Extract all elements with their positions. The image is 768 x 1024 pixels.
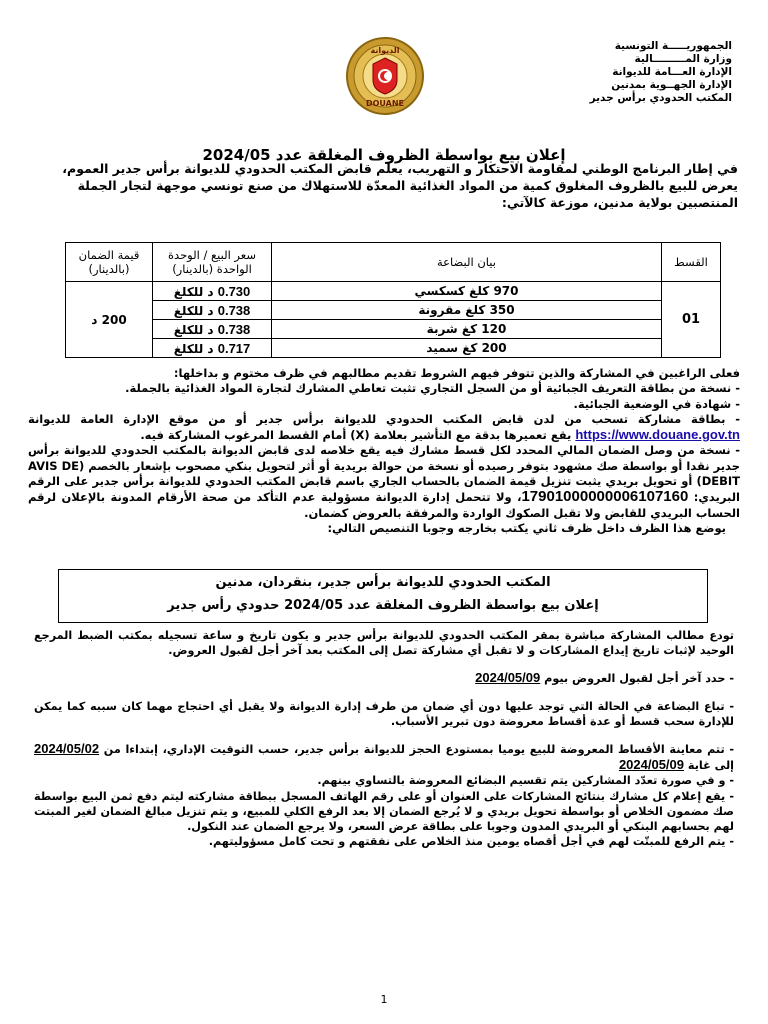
rule-paragraph: - تباع البضاعة في الحالة التي توجد عليها دون أي ضمان من طرف إدارة الديوانة ولا يقبل أي احتجاج مهما كان سببه كما يمكن للإدارة سحب قسط أو عدة أقساط معروضة دون تبرير الأسباب. xyxy=(34,699,734,728)
price-unit: د للكلغ xyxy=(173,322,214,337)
condition-item: - نسخة من بطاقة التعريف الجبائية أو من السجل التجاري تثبت تعاطي المشارك لتجارة المواد الغذائية بالجملة. xyxy=(125,381,740,396)
price-cell xyxy=(153,282,272,301)
price-unit: د للكلغ xyxy=(173,341,214,356)
envelope-line-2: إعلان بيع بواسطة الظروف المغلقة عدد 2024/05 حدودي رأس جدير xyxy=(167,598,599,613)
table-row xyxy=(66,320,721,339)
intro-paragraph: في إطار البرنامج الوطني لمقاومة الاحتكار و التهريب، يعلم قابض المكتب الحدودي للديوانة برأس جدير العموم، يعرض للبيع بالظروف المغلوق كمية من المواد الغذائية المعدّة للاستهلاك من صنع تونسي موجهة لتجار الجملة المنتصبين بولاية مدنين، موزعة كالآتي: xyxy=(62,161,738,210)
product-cell: 970 كلغ كسكسي xyxy=(272,282,662,301)
rule-paragraph xyxy=(34,741,734,773)
douane-website-link[interactable]: https://www.douane.gov.tn xyxy=(575,427,740,443)
rule-text: - حدد آخر أجل لقبول العروض بيوم xyxy=(544,672,734,686)
price-cell xyxy=(153,301,272,320)
rule-paragraph: - يتم الرفع للمبتّت لهم في أجل أقصاه يومين منذ الخلاص على نفقتهم و تحت كامل مسؤوليتهم. xyxy=(208,835,734,849)
price-unit: د للكلغ xyxy=(173,303,214,318)
inspection-end-date: 2024/05/09 xyxy=(618,757,685,773)
condition-text: يقع تعميرها بدقة مع التأشير بعلامة (X) أمام القسط المرغوب المشاركة فيه. xyxy=(140,428,572,443)
table-header-row xyxy=(66,243,721,282)
rule-text: - تتم معاينة الأقساط المعروضة للبيع يوميا بمستودع الحجز للديوانة برأس جدير، حسب التوقيت الإداري، إبتداءا من xyxy=(103,743,734,757)
rule-paragraph: تودع مطالب المشاركة مباشرة بمقر المكتب الحدودي للديوانة برأس جدير و يكون تاريخ و ساعة تسجيله بمكتب الضبط المرجع الوحيد لإثبات تاريخ إيداع المشاركات و لا تقبل أي مشاركة تصل إلى المكتب بعد آخر أجل لقبول العروض. xyxy=(34,629,734,658)
rule-paragraph: - يقع إعلام كل مشارك بنتائج المشاركات على العنوان أو على رقم الهاتف المسجل ببطاقة مشاركته ليتم دفع ثمن البيع بواسطة صك مضمون الخلاص أو بواسطة تحويل بريدي و لا يُرجع الضمان إلا بعد الرفع الكلي للمبيع، و يتم تنزيل مبالغ الضمان لغير المبتت لهم بحسابهم البنكي أو البريدي المدون وجوبا على بطاقة عرض السعر، ولا يرجع الضمان عند النكول. xyxy=(34,789,734,834)
header-product: بيان البضاعة xyxy=(272,243,662,282)
envelope-label-box xyxy=(58,569,708,623)
price-unit: د للكلغ xyxy=(173,284,214,299)
table-row xyxy=(66,339,721,358)
letterhead-line: وزارة المـــــــــالية xyxy=(634,53,732,65)
condition-text: - نسخة من وصل الضمان المالي المحدد لكل قسط مشارك فيه يقع خلاصه لدى قابض الديوانة بالمكتب الحدودي للديوانة برأس جدير نقدا أو بواسطة صك مشهود بتوفر رصيده أو نسخة من حوالة بريدية أو أثر لتحويل بنكي مصحوب بإشعار بالخصم (AVIS DE DEBIT) أو تحويل بريدي يثبت تنزيل قيمة الضمان بالحساب الجاري باسم قابض المكتب الحدودي للديوانة برأس جدير على الرقم البريدي: xyxy=(28,443,740,505)
condition-text: - بطاقة مشاركة تسحب من لدن قابض المكتب الحدودي للديوانة برأس جدير أو من موقع الإدارة العامة للديوانة xyxy=(28,411,740,426)
price-value: 0.730 xyxy=(217,283,251,299)
letterhead-line: الإدارة الجهــوية بمدنين xyxy=(611,79,732,91)
condition-item: - شهادة في الوضعية الجبائية. xyxy=(573,396,740,411)
lots-table xyxy=(65,242,721,358)
guarantee-cell: 200 د xyxy=(66,282,153,358)
product-cell: 120 كغ شربة xyxy=(272,320,662,339)
rule-paragraph: - و في صورة تعدّد المشاركين يتم تقسيم البضائع المعروضة بالتساوي بينهم. xyxy=(317,774,734,788)
logo-top-text: الديوانة xyxy=(370,46,400,55)
letterhead-line: الإدارة العـــامة للديوانة xyxy=(612,66,732,78)
rule-text: إلى غاية xyxy=(687,759,734,773)
price-cell xyxy=(153,320,272,339)
rules-section xyxy=(34,628,734,849)
page-number: 1 xyxy=(380,993,388,1006)
table-row xyxy=(66,301,721,320)
product-cell: 350 كلغ مقرونة xyxy=(272,301,662,320)
envelope-line-1: المكتب الحدودي للديوانة برأس جدير، بنقردان، مدنين xyxy=(215,575,551,590)
conditions-lead: فعلى الراغبين في المشاركة والذين تتوفر فيهم الشروط تقديم مطالبهم في ظرف مختوم و بداخلها: xyxy=(173,366,740,380)
inspection-start-date: 2024/05/02 xyxy=(34,741,100,757)
logo-bottom-text: DOUANE xyxy=(365,99,405,108)
header-guarantee: قيمة الضمان (بالدينار) xyxy=(66,243,153,282)
price-value: 0.738 xyxy=(217,302,251,318)
customs-emblem-icon xyxy=(345,36,425,116)
product-cell: 200 كغ سميد xyxy=(272,339,662,358)
condition-item: يوضع هذا الظرف داخل ظرف ثاني يكتب بخارجه وجوبا التنصيص التالي: xyxy=(327,520,726,535)
price-value: 0.738 xyxy=(217,321,251,337)
letterhead-line: المكتب الحدودي برأس جدير xyxy=(589,92,732,104)
condition-item xyxy=(28,443,740,520)
postal-account-number: 17901000000006107160 xyxy=(521,488,689,506)
header-price: سعر البيع / الوحدة الواحدة (بالدينار) xyxy=(153,243,272,282)
condition-item xyxy=(28,412,740,444)
deadline-date: 2024/05/09 xyxy=(475,670,541,686)
table-row xyxy=(66,282,721,301)
letterhead xyxy=(542,40,732,105)
lot-number: 01 xyxy=(662,282,721,358)
customs-logo xyxy=(345,36,425,116)
header-lot: القسط xyxy=(662,243,721,282)
price-cell xyxy=(153,339,272,358)
condition-text: ، ولا تتحمل إدارة الديوانة مسؤولية عدم التأكد من صحة الأرقام المدونة بالإعلان لرقم الحساب البريدي للقابض ولا تقبل الصكوك الواردة والمرفقة بالعروض كضمان. xyxy=(28,490,740,520)
rule-paragraph xyxy=(34,670,734,686)
price-value: 0.717 xyxy=(217,340,251,356)
letterhead-line: الجمهوريـــــة التونسية xyxy=(614,40,732,52)
conditions-section xyxy=(28,366,740,536)
announcement-title: إعلان بيع بواسطة الظروف المغلقة عدد 2024/05 xyxy=(202,146,566,164)
